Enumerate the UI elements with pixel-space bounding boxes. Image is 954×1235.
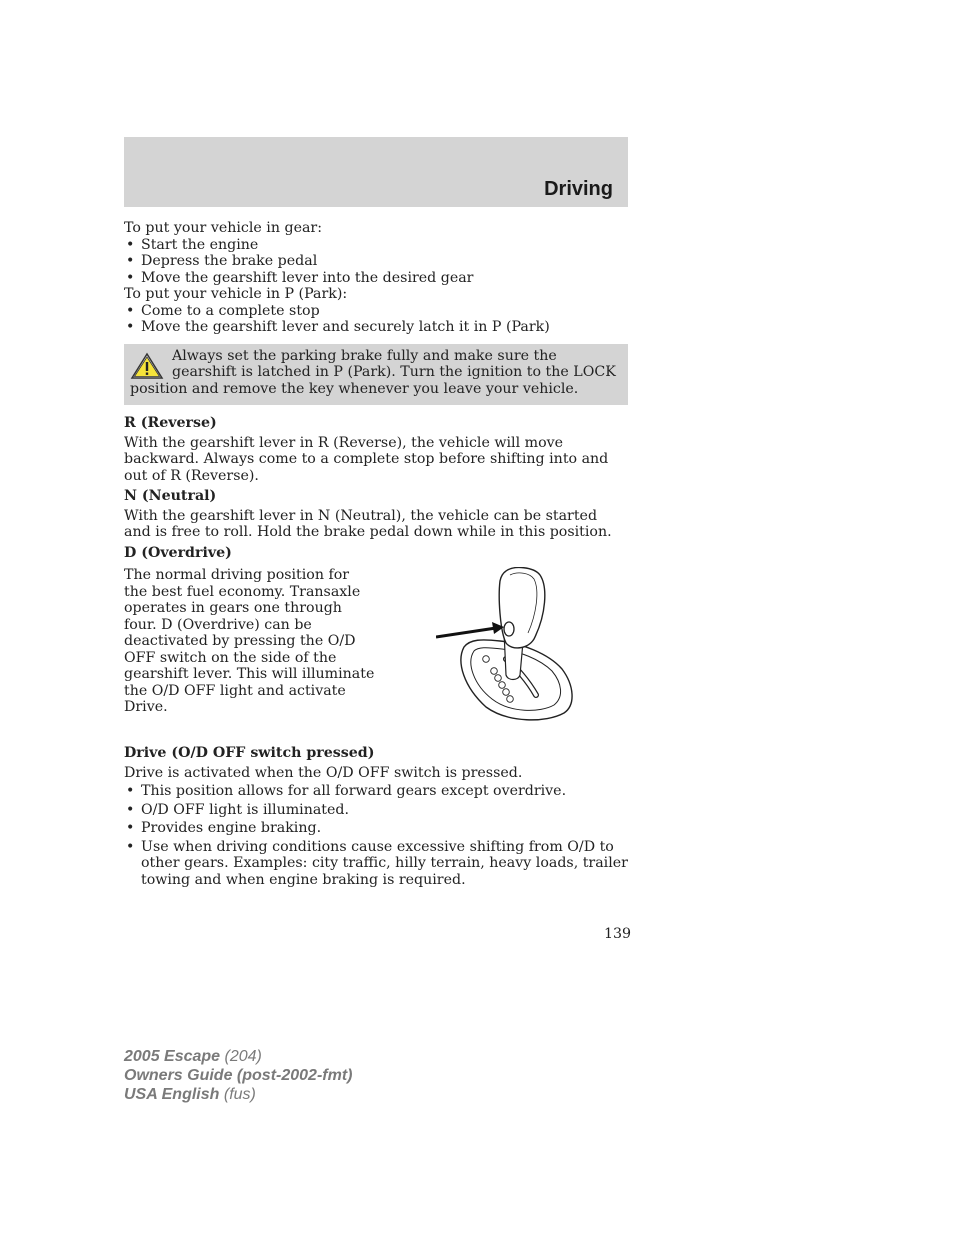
footer-guide: Owners Guide (post-2002-fmt) [124,1067,353,1084]
warning-text: Always set the parking brake fully and make sure the gearshift is latched in P (Park). Turn the ignition to the LOCK position and remove the key whenever you leave your vehicle. [130,347,616,397]
overdrive-body: The normal driving position for the best fuel economy. Transaxle operates in gears one through four. D (Overdrive) can be deactivated by pressing the O/D OFF switch on the side of the gearshift lever. This will illuminate the O/D OFF light and activate Drive. [124,567,375,715]
drive-od-off-heading: Drive (O/D OFF switch pressed) [124,745,375,761]
gearshift-lever-illustration [436,567,576,723]
list-item: • This position allows for all forward gears except overdrive. [124,783,628,800]
intro-park: To put your vehicle in P (Park): [124,286,348,302]
list-item: • Move the gearshift lever and securely latch it in P (Park) [124,319,628,336]
footer-line-2 [124,1066,352,1085]
drive-od-off-body: Drive is activated when the O/D OFF switch is pressed. [124,764,523,781]
list-item: • Start the engine [124,237,628,254]
reverse-heading: R (Reverse) [124,415,217,431]
reverse-body: With the gearshift lever in R (Reverse), the vehicle will move backward. Always come to a complete stop before shifting into and out of R (Reverse). [124,434,609,484]
document-footer [124,1047,352,1104]
warning-triangle-icon [130,352,164,380]
overdrive-heading: D (Overdrive) [124,544,232,561]
footer-model: 2005 Escape [124,1048,221,1065]
list-item: • Provides engine braking. [124,820,628,837]
section-title: Driving [544,178,613,200]
list-item: • Use when driving conditions cause excessive shifting from O/D to other gears. Examples: city traffic, hilly terrain, heavy loads, trailer towing and when engine braking is required. [124,839,628,889]
intro-gear: To put your vehicle in gear: [124,220,322,236]
footer-language: USA English [124,1086,220,1103]
list-item: • Come to a complete stop [124,303,628,320]
park-steps-list [124,303,628,336]
footer-model-code: (204) [224,1048,262,1065]
gear-steps-list [124,237,628,287]
warning-box [124,344,628,406]
overdrive-section [124,567,628,741]
neutral-body: With the gearshift lever in N (Neutral), the vehicle can be started and is free to roll. Hold the brake pedal down while in this position. [124,507,612,540]
drive-od-off-list [124,783,628,888]
footer-line-1 [124,1047,352,1066]
page-content [124,220,628,888]
section-header [124,137,628,207]
list-item: • Move the gearshift lever into the desired gear [124,270,628,287]
list-item: • O/D OFF light is illuminated. [124,802,628,819]
list-item: • Depress the brake pedal [124,253,628,270]
neutral-heading: N (Neutral) [124,488,217,504]
footer-line-3 [124,1085,352,1104]
page-number: 139 [604,926,632,942]
footer-language-code: (fus) [223,1086,256,1103]
